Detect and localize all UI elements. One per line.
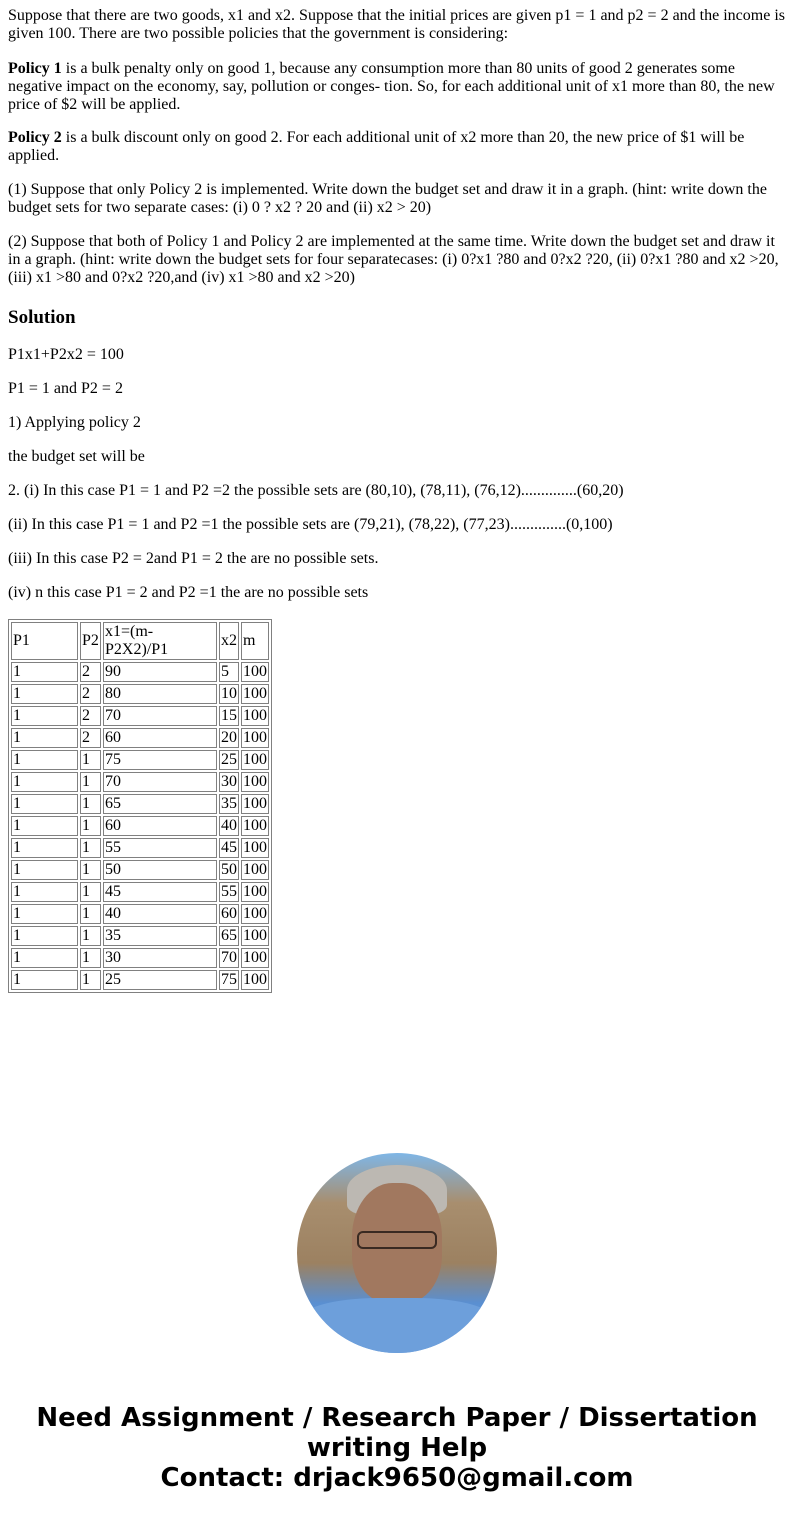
promo-line-1: Need Assignment / Research Paper / Dissertation bbox=[36, 1403, 758, 1433]
table-cell: 70 bbox=[221, 949, 237, 966]
table-cell: 55 bbox=[221, 883, 237, 900]
table-cell: 1 bbox=[80, 750, 101, 770]
table-cell: 2 bbox=[80, 728, 101, 748]
table-cell: 1 bbox=[80, 970, 101, 990]
table-cell: 1 bbox=[11, 838, 78, 858]
solution-line: P1 = 1 and P2 = 2 bbox=[8, 380, 123, 397]
table-cell: 45 bbox=[221, 839, 237, 856]
table-row bbox=[11, 794, 269, 814]
solution-heading: Solution bbox=[8, 307, 76, 328]
table-cell: 30 bbox=[221, 773, 237, 790]
policy-2-paragraph bbox=[8, 129, 788, 165]
table-cell: 70 bbox=[103, 772, 217, 792]
table-cell: 55 bbox=[103, 838, 217, 858]
table-cell: 45 bbox=[103, 882, 217, 902]
table-row bbox=[11, 728, 269, 748]
solution-line: P1x1+P2x2 = 100 bbox=[8, 346, 124, 363]
table-cell: 5 bbox=[219, 662, 239, 682]
table-cell: 20 bbox=[221, 729, 237, 746]
table-row bbox=[11, 948, 269, 968]
avatar-glasses bbox=[357, 1231, 437, 1249]
promo-contact: Contact: drjack9650@gmail.com bbox=[160, 1463, 634, 1493]
table-cell: 1 bbox=[80, 794, 101, 814]
table-cell: 1 bbox=[11, 948, 78, 968]
table-cell: 30 bbox=[103, 948, 217, 968]
table-cell: 75 bbox=[103, 750, 217, 770]
solution-line: (iv) n this case P1 = 2 and P2 =1 the are no possible sets bbox=[8, 584, 369, 601]
policy-2-text: is a bulk discount only on good 2. For each additional unit of x2 more than 20, the new price of $1 will be applied. bbox=[8, 129, 745, 164]
table-cell: 100 bbox=[243, 773, 267, 790]
table-cell: 35 bbox=[221, 795, 237, 812]
table-cell: 100 bbox=[243, 949, 267, 966]
table-cell: 100 bbox=[243, 729, 267, 746]
table-cell: 50 bbox=[103, 860, 217, 880]
table-cell: 60 bbox=[221, 905, 237, 922]
table-cell: 1 bbox=[11, 794, 78, 814]
table-cell: 100 bbox=[243, 905, 267, 922]
solution-line: the budget set will be bbox=[8, 448, 145, 465]
question-intro: Suppose that there are two goods, x1 and x2. Suppose that the initial prices are given p1 = 1 and p2 = 2 and the income is given 100. There are two possible policies that the government is considering: bbox=[8, 7, 785, 42]
table-cell: 1 bbox=[80, 838, 101, 858]
table-cell: 70 bbox=[103, 706, 217, 726]
table-row bbox=[11, 706, 269, 726]
table-cell: 2 bbox=[80, 706, 101, 726]
solution-line: 2. (i) In this case P1 = 1 and P2 =2 the possible sets are (80,10), (78,11), (76,12)..............(60,20) bbox=[8, 482, 624, 499]
promo-banner bbox=[0, 1403, 794, 1493]
table-row bbox=[11, 882, 269, 902]
table-cell: 100 bbox=[243, 663, 267, 680]
table-cell: 100 bbox=[243, 685, 267, 702]
table-row bbox=[11, 772, 269, 792]
table-cell: 65 bbox=[103, 794, 217, 814]
table-cell: 1 bbox=[80, 816, 101, 836]
header-cell: x1=(m-P2X2)/P1 bbox=[103, 622, 217, 660]
table-cell: 35 bbox=[103, 926, 217, 946]
table-cell: 2 bbox=[80, 684, 101, 704]
table-row bbox=[11, 750, 269, 770]
avatar-shirt bbox=[297, 1298, 497, 1353]
table-cell: 50 bbox=[221, 861, 237, 878]
table-cell: 25 bbox=[221, 751, 237, 768]
table-cell: 1 bbox=[80, 926, 101, 946]
table-cell: 100 bbox=[243, 927, 267, 944]
table-cell: 100 bbox=[243, 861, 267, 878]
question-part-1: (1) Suppose that only Policy 2 is implemented. Write down the budget set and draw it in a graph. (hint: write down the budget sets for two separate cases: (i) 0 ? x2 ? 20 and (ii) x2 > 20) bbox=[8, 181, 767, 216]
budget-table bbox=[8, 619, 272, 993]
table-cell: 1 bbox=[11, 860, 78, 880]
table-cell: 1 bbox=[11, 684, 78, 704]
table-cell: 1 bbox=[80, 882, 101, 902]
table-cell: 1 bbox=[80, 772, 101, 792]
author-avatar bbox=[297, 1153, 497, 1353]
table-row bbox=[11, 816, 269, 836]
solution-line: (iii) In this case P2 = 2and P1 = 2 the are no possible sets. bbox=[8, 550, 379, 567]
table-cell: 1 bbox=[80, 904, 101, 924]
table-cell: 100 bbox=[243, 795, 267, 812]
table-cell: 1 bbox=[11, 926, 78, 946]
table-row bbox=[11, 838, 269, 858]
solution-line: 1) Applying policy 2 bbox=[8, 414, 141, 431]
table-cell: 100 bbox=[243, 971, 267, 988]
table-cell: 65 bbox=[221, 927, 237, 944]
table-cell: 10 bbox=[221, 685, 237, 702]
table-cell: 60 bbox=[103, 728, 217, 748]
table-row bbox=[11, 926, 269, 946]
table-cell: 1 bbox=[11, 662, 78, 682]
solution-line: (ii) In this case P1 = 1 and P2 =1 the possible sets are (79,21), (78,22), (77,23)..............(0,100) bbox=[8, 516, 613, 533]
table-row bbox=[11, 904, 269, 924]
table-row bbox=[11, 684, 269, 704]
table-cell: 40 bbox=[221, 817, 237, 834]
table-cell: 1 bbox=[11, 750, 78, 770]
table-cell: 1 bbox=[11, 882, 78, 902]
table-header-row bbox=[11, 622, 269, 660]
policy-1-paragraph bbox=[8, 60, 788, 114]
table-cell: 1 bbox=[80, 948, 101, 968]
table-cell: 100 bbox=[243, 707, 267, 724]
table-cell: 1 bbox=[11, 728, 78, 748]
table-row bbox=[11, 860, 269, 880]
table-cell: 90 bbox=[103, 662, 217, 682]
table-cell: 100 bbox=[243, 839, 267, 856]
table-row bbox=[11, 662, 269, 682]
policy-2-label: Policy 2 bbox=[8, 129, 62, 146]
table-row bbox=[11, 970, 269, 990]
table-cell: 75 bbox=[221, 971, 237, 988]
table-cell: 60 bbox=[103, 816, 217, 836]
table-cell: 1 bbox=[11, 970, 78, 990]
table-cell: 15 bbox=[221, 707, 237, 724]
table-cell: 1 bbox=[80, 860, 101, 880]
table-cell: 1 bbox=[11, 706, 78, 726]
header-cell: m bbox=[241, 622, 269, 660]
table-cell: 1 bbox=[11, 772, 78, 792]
table-cell: 2 bbox=[80, 662, 101, 682]
table-cell: 1 bbox=[11, 816, 78, 836]
table-cell: 40 bbox=[103, 904, 217, 924]
policy-1-label: Policy 1 bbox=[8, 60, 62, 77]
question-part-2: (2) Suppose that both of Policy 1 and Policy 2 are implemented at the same time. Write down the budget set and draw it in a graph. (hint: write down the budget sets for four separatecases: (i) 0?x1 ?80 and 0?x2 ?20, (ii) 0?x1 ?80 and x2 >20, (iii) x1 >80 and 0?x2 ?20,and (iv) x1 >80 and x2 >20) bbox=[8, 233, 779, 286]
header-cell: P2 bbox=[80, 622, 101, 660]
promo-line-2: writing Help bbox=[306, 1433, 488, 1463]
table-cell: 100 bbox=[243, 817, 267, 834]
table-cell: 1 bbox=[11, 904, 78, 924]
table-cell: 25 bbox=[103, 970, 217, 990]
policy-1-text: is a bulk penalty only on good 1, because any consumption more than 80 units of good 2 generates some negative impact on the economy, say, pollution or conges- tion. So, for each additional unit of x1 more than 80, the new price of $2 will be applied. bbox=[8, 60, 775, 113]
table-cell: 80 bbox=[103, 684, 217, 704]
header-cell: x2 bbox=[219, 622, 239, 660]
table-cell: 100 bbox=[243, 883, 267, 900]
table-cell: 100 bbox=[243, 751, 267, 768]
header-cell: P1 bbox=[11, 622, 78, 660]
